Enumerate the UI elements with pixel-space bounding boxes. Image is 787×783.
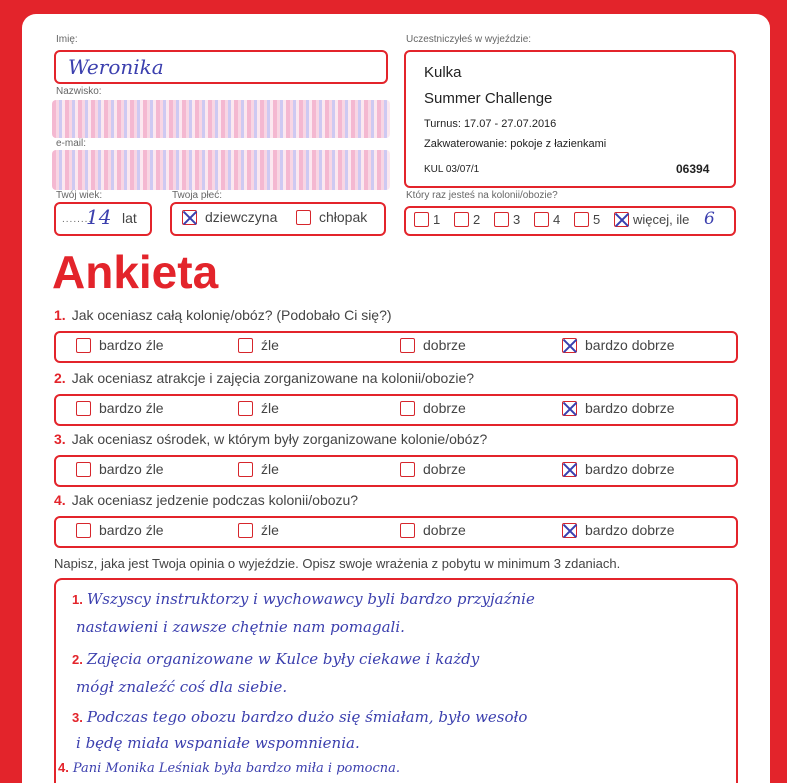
comment-line-4	[72, 678, 287, 696]
question-1	[54, 307, 392, 323]
q3-option-bad[interactable]	[238, 462, 279, 477]
checkbox-checked-icon[interactable]	[562, 401, 577, 416]
comment-line-1-text: Wszyscy instruktorzy i wychowawcy byli bardzo przyjaźnie	[86, 590, 535, 608]
q3-option-good[interactable]	[400, 462, 466, 477]
comment-line-1	[72, 590, 535, 608]
comment-line-5-number: 3.	[72, 710, 83, 725]
times-option-1-label: 1	[433, 212, 441, 227]
surname-label: Nazwisko:	[56, 86, 102, 97]
q2-option-very-good[interactable]	[562, 401, 675, 416]
email-label: e-mail:	[56, 138, 87, 149]
age-label: Twój wiek:	[56, 190, 103, 201]
checkbox-checked-icon[interactable]	[562, 523, 577, 538]
question-4-text: Jak oceniasz jedzenie podczas kolonii/obozu?	[71, 492, 359, 508]
q2-option-good[interactable]	[400, 401, 466, 416]
option-label: bardzo źle	[99, 337, 164, 353]
option-label: bardzo dobrze	[585, 461, 675, 477]
checkbox-icon[interactable]	[238, 338, 253, 353]
comment-line-6-text: i będę miała wspaniałe wspomnienia.	[76, 734, 360, 752]
gender-option-girl-label: dziewczyna	[205, 209, 278, 225]
option-label: bardzo źle	[99, 522, 164, 538]
trip-number: 06394	[676, 162, 710, 176]
gender-option-boy[interactable]	[296, 210, 367, 225]
checkbox-icon[interactable]	[238, 462, 253, 477]
trip-label: Uczestniczyłeś w wyjeździe:	[406, 34, 532, 45]
checkbox-icon[interactable]	[414, 212, 429, 227]
checkbox-checked-icon[interactable]	[562, 462, 577, 477]
comment-prompt: Napisz, jaka jest Twoja opinia o wyjeździe. Opisz swoje wrażenia z pobytu w minimum 3 zdaniach.	[54, 556, 621, 571]
trip-accommodation: Zakwaterowanie: pokoje z łazienkami	[424, 138, 607, 150]
checkbox-icon[interactable]	[76, 462, 91, 477]
question-3-number: 3.	[54, 431, 66, 447]
option-label: dobrze	[423, 461, 466, 477]
question-2	[54, 370, 474, 386]
times-option-4[interactable]	[534, 212, 560, 227]
comment-line-5-text: Podczas tego obozu bardzo dużo się śmiałam, było wesoło	[86, 708, 528, 726]
gender-option-girl[interactable]	[182, 210, 277, 225]
comment-line-1-number: 1.	[72, 592, 83, 607]
q4-option-very-good[interactable]	[562, 523, 675, 538]
q1-option-very-good[interactable]	[562, 338, 675, 353]
q3-option-very-good[interactable]	[562, 462, 675, 477]
question-4-options	[54, 516, 738, 548]
trip-box	[404, 50, 736, 188]
trip-code: KUL 03/07/1	[424, 164, 480, 175]
option-label: dobrze	[423, 522, 466, 538]
question-1-number: 1.	[54, 307, 66, 323]
name-field[interactable]	[54, 50, 388, 84]
option-label: źle	[261, 461, 279, 477]
form-paper	[22, 14, 770, 783]
comment-line-5	[72, 708, 527, 726]
checkbox-icon[interactable]	[454, 212, 469, 227]
option-label: bardzo dobrze	[585, 400, 675, 416]
gender-option-boy-label: chłopak	[319, 209, 368, 225]
comment-line-4-text: mógł znaleźć coś dla siebie.	[76, 678, 288, 696]
checkbox-icon[interactable]	[494, 212, 509, 227]
question-2-number: 2.	[54, 370, 66, 386]
form-title: Ankieta	[52, 246, 219, 298]
times-field	[404, 206, 736, 236]
trip-line1: Kulka	[424, 64, 462, 81]
q4-option-bad[interactable]	[238, 523, 279, 538]
checkbox-icon[interactable]	[400, 462, 415, 477]
question-3	[54, 431, 487, 447]
comment-line-7-text: Pani Monika Leśniak była bardzo miła i pomocna.	[72, 761, 401, 776]
times-option-2-label: 2	[473, 212, 481, 227]
question-1-options	[54, 331, 738, 363]
comment-line-2-text: nastawieni i zawsze chętnie nam pomagali.	[76, 618, 405, 636]
email-redacted	[52, 150, 390, 190]
checkbox-icon[interactable]	[400, 338, 415, 353]
q3-option-very-bad[interactable]	[76, 462, 164, 477]
times-option-4-label: 4	[553, 212, 561, 227]
gender-field	[170, 202, 386, 236]
question-2-text: Jak oceniasz atrakcje i zajęcia zorganizowane na kolonii/obozie?	[71, 370, 475, 386]
option-label: dobrze	[423, 400, 466, 416]
times-option-2[interactable]	[454, 212, 480, 227]
checkbox-checked-icon[interactable]	[614, 212, 629, 227]
question-3-options	[54, 455, 738, 487]
comment-line-3	[72, 650, 479, 668]
gender-label: Twoja płeć:	[172, 190, 223, 201]
times-label: Który raz jesteś na kolonii/obozie?	[406, 190, 558, 201]
checkbox-icon[interactable]	[76, 401, 91, 416]
times-option-1[interactable]	[414, 212, 440, 227]
option-label: źle	[261, 337, 279, 353]
comment-line-2	[72, 618, 405, 636]
question-2-options	[54, 394, 738, 426]
question-3-text: Jak oceniasz ośrodek, w którym były zorganizowane kolonie/obóz?	[71, 431, 488, 447]
comment-line-7-number: 4.	[58, 760, 69, 775]
checkbox-icon[interactable]	[574, 212, 589, 227]
times-option-3-label: 3	[513, 212, 521, 227]
name-label: Imię:	[56, 34, 78, 45]
checkbox-icon[interactable]	[238, 401, 253, 416]
surname-redacted	[52, 100, 390, 138]
comment-box[interactable]	[54, 578, 738, 783]
checkbox-icon[interactable]	[238, 523, 253, 538]
trip-turnus: Turnus: 17.07 - 27.07.2016	[424, 118, 557, 130]
option-label: źle	[261, 400, 279, 416]
checkbox-icon[interactable]	[400, 401, 415, 416]
age-dots: ........	[62, 214, 93, 225]
name-value: Weronika	[68, 55, 164, 79]
times-option-5[interactable]	[574, 212, 600, 227]
times-option-3[interactable]	[494, 212, 520, 227]
option-label: bardzo dobrze	[585, 337, 675, 353]
times-option-more[interactable]	[614, 212, 689, 227]
option-label: dobrze	[423, 337, 466, 353]
comment-line-3-text: Zajęcia organizowane w Kulce były ciekawe i każdy	[86, 650, 480, 668]
checkbox-icon[interactable]	[534, 212, 549, 227]
q2-option-bad[interactable]	[238, 401, 279, 416]
checkbox-icon[interactable]	[400, 523, 415, 538]
times-option-5-label: 5	[593, 212, 601, 227]
option-label: bardzo źle	[99, 461, 164, 477]
times-option-more-label: więcej, ile	[633, 212, 690, 227]
checkbox-icon[interactable]	[76, 338, 91, 353]
q1-option-very-bad[interactable]	[76, 338, 164, 353]
q4-option-very-bad[interactable]	[76, 523, 164, 538]
age-value: 14	[86, 205, 112, 229]
option-label: źle	[261, 522, 279, 538]
age-field[interactable]	[54, 202, 152, 236]
comment-line-3-number: 2.	[72, 652, 83, 667]
question-1-text: Jak oceniasz całą kolonię/obóz? (Podobało Ci się?)	[71, 307, 392, 323]
q1-option-bad[interactable]	[238, 338, 279, 353]
option-label: bardzo dobrze	[585, 522, 675, 538]
q4-option-good[interactable]	[400, 523, 466, 538]
checkbox-girl-icon[interactable]	[182, 210, 197, 225]
option-label: bardzo źle	[99, 400, 164, 416]
comment-line-6	[72, 734, 360, 752]
q2-option-very-bad[interactable]	[76, 401, 164, 416]
checkbox-icon[interactable]	[76, 523, 91, 538]
checkbox-checked-icon[interactable]	[562, 338, 577, 353]
age-unit: lat	[122, 210, 137, 226]
trip-line2: Summer Challenge	[424, 90, 553, 107]
question-4-number: 4.	[54, 492, 66, 508]
question-4	[54, 492, 358, 508]
comment-line-7	[58, 760, 400, 776]
times-more-value: 6	[704, 209, 715, 229]
checkbox-boy-icon[interactable]	[296, 210, 311, 225]
q1-option-good[interactable]	[400, 338, 466, 353]
